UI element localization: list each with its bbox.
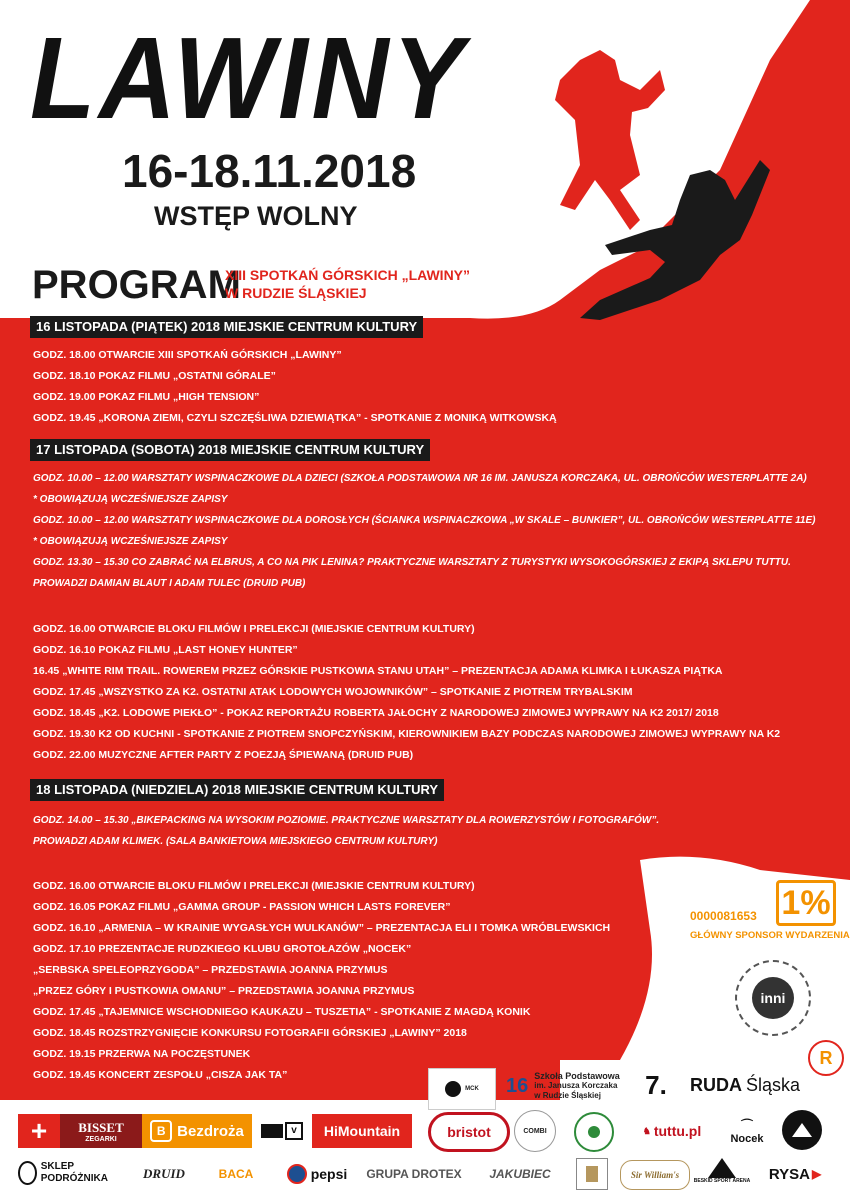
event-item: GODZ. 16.00 OTWARCIE BLOKU FILMÓW I PRELEKCJI (MIEJSKIE CENTRUM KULTURY) bbox=[33, 880, 475, 892]
event-item: GODZ. 18.45 „K2. LODOWE PIEKŁO” - POKAZ REPORTAŻU ROBERTA JAŁOCHY Z NARODOWEJ ZIMOWEJ WYPRAWY NA K2 2017/ 2018 bbox=[33, 707, 719, 719]
ruda-slaska-logo: RUDA Śląska bbox=[690, 1074, 801, 1095]
pepsi-logo: pepsi bbox=[282, 1160, 352, 1188]
pepsi-globe-icon bbox=[287, 1164, 307, 1184]
event-item: GODZ. 16.00 OTWARCIE BLOKU FILMÓW I PRELEKCJI (MIEJSKIE CENTRUM KULTURY) bbox=[33, 623, 475, 635]
event-item: „PRZEZ GÓRY I PUSTKOWIA OMANU” – PRZEDSTAWIA JOANNA PRZYMUS bbox=[33, 985, 415, 997]
nocek-logo: ⌒ Nocek bbox=[730, 1117, 764, 1145]
eye-icon bbox=[445, 1081, 461, 1097]
event-item: PROWADZI ADAM KLIMEK. (SALA BANKIETOWA MIEJSKIEGO CENTRUM KULTURY) bbox=[33, 836, 438, 847]
grupa-drotex-logo: GRUPA DROTEX bbox=[366, 1167, 462, 1181]
program-subtitle: XIII SPOTKAŃ GÓRSKICH „LAWINY” W RUDZIE ŚLĄSKIEJ bbox=[225, 267, 471, 301]
seven-logo: 7. bbox=[645, 1069, 667, 1100]
school-number: 16 bbox=[506, 1074, 529, 1097]
day-header-saturday: 17 LISTOPADA (SOBOTA) 2018 MIEJSKIE CENTRUM KULTURY bbox=[30, 439, 430, 461]
combi-logo: COMBI bbox=[514, 1110, 556, 1152]
mountain-icon bbox=[708, 1158, 736, 1178]
bar-icon bbox=[261, 1124, 283, 1138]
bristot-logo: bristot bbox=[428, 1112, 510, 1152]
r-icon: R bbox=[808, 1040, 844, 1076]
inni-association-logo bbox=[735, 960, 811, 1036]
event-item: GODZ. 19.00 POKAZ FILMU „HIGH TENSION” bbox=[33, 391, 260, 403]
mountain-club-logo bbox=[782, 1110, 822, 1150]
bezdroza-logo: B Bezdroża bbox=[142, 1114, 252, 1148]
event-note: * OBOWIĄZUJĄ WCZEŚNIEJSZE ZAPISY bbox=[33, 494, 228, 505]
beskid-sport-arena-logo: BESKID SPORT ARENA bbox=[692, 1150, 752, 1192]
crest-logo bbox=[576, 1158, 608, 1190]
event-item: GODZ. 17.45 „WSZYSTKO ZA K2. OSTATNI ATAK LODOWYCH WOJOWNIKÓW” – SPOTKANIE Z PIOTREM TRYBALSKIM bbox=[33, 686, 633, 698]
bisset-logo: BISSET ZEGARKI bbox=[60, 1114, 142, 1148]
one-percent-badge: 1% bbox=[776, 880, 836, 926]
main-sponsor-label: GŁÓWNY SPONSOR WYDARZENIA bbox=[690, 930, 850, 941]
event-item: GODZ. 16.05 POKAZ FILMU „GAMMA GROUP - PASSION WHICH LASTS FOREVER” bbox=[33, 901, 451, 913]
merrell-logo bbox=[252, 1114, 312, 1148]
event-dates: 16-18.11.2018 bbox=[122, 145, 417, 197]
event-item: GODZ. 19.45 KONCERT ZESPOŁU „CISZA JAK TA” bbox=[33, 1069, 288, 1081]
climber-silhouette-red bbox=[555, 50, 665, 230]
inni-logo-text: inni bbox=[752, 977, 794, 1019]
event-item: GODZ. 19.15 PRZERWA NA POCZĘSTUNEK bbox=[33, 1048, 251, 1060]
event-item: GODZ. 13.30 – 15.30 CO ZABRAĆ NA ELBRUS, A CO NA PIK LENINA? PRAKTYCZNE WARSZTATY Z TURYSTYKI WYSOKOGÓRSKIEJ Z EKIPĄ SKLEPU TUTTU. bbox=[33, 557, 791, 568]
chevron-down-icon: v bbox=[285, 1122, 303, 1140]
day-header-friday: 16 LISTOPADA (PIĄTEK) 2018 MIEJSKIE CENTRUM KULTURY bbox=[30, 316, 423, 338]
event-item: GODZ. 19.45 „KORONA ZIEMI, CZYLI SZCZĘŚLIWA DZIEWIĄTKA” - SPOTKANIE Z MONIKĄ WITKOWSKĄ bbox=[33, 412, 557, 424]
jakubiec-logo: JAKUBIEC bbox=[489, 1167, 551, 1181]
b-icon: B bbox=[150, 1120, 172, 1142]
krs-number: 0000081653 bbox=[690, 909, 757, 923]
mountain-icon bbox=[792, 1123, 812, 1137]
swiss-cross-icon: + bbox=[18, 1114, 60, 1148]
event-item: GODZ. 10.00 – 12.00 WARSZTATY WSPINACZKOWE DLA DOROSŁYCH (ŚCIANKA WSPINACZKOWA „W SKALE – BUNKIER”, UL. OBROŃCÓW WESTERPLATTE 11E) bbox=[33, 515, 816, 526]
event-item: GODZ. 14.00 – 15.30 „BIKEPACKING NA WYSOKIM POZIOMIE. PRAKTYCZNE WARSZTATY DLA ROWERZYSTÓW I FOTOGRAFÓW”. bbox=[33, 815, 660, 826]
event-note: * OBOWIĄZUJĄ WCZEŚNIEJSZE ZAPISY bbox=[33, 536, 228, 547]
event-item: GODZ. 16.10 „ARMENIA – W KRAINIE WYGASŁYCH WULKANÓW” – PREZENTACJA ELI I TOMKA WRÓBLEWSKICH bbox=[33, 922, 611, 934]
event-title: LAWINY bbox=[30, 13, 468, 143]
event-item: GODZ. 18.10 POKAZ FILMU „OSTATNI GÓRALE” bbox=[33, 370, 276, 382]
druid-pub-logo: DRUID bbox=[143, 1166, 185, 1181]
green-badge-logo bbox=[574, 1112, 614, 1152]
bat-icon: ⌒ bbox=[740, 1117, 753, 1132]
deer-icon: ♞ bbox=[642, 1125, 651, 1136]
event-item: GODZ. 18.45 ROZSTRZYGNIĘCIE KONKURSU FOTOGRAFII GÓRSKIEJ „LAWINY” 2018 bbox=[33, 1027, 467, 1039]
event-item: GODZ. 17.10 PREZENTACJE RUDZKIEGO KLUBU GROTOŁAZÓW „NOCEK” bbox=[33, 943, 412, 955]
tuttu-logo: ♞ tuttu.pl bbox=[642, 1123, 702, 1139]
free-entry-label: WSTĘP WOLNY bbox=[154, 201, 358, 231]
rysa-logo: RYSA ▶ bbox=[768, 1165, 822, 1183]
program-heading: PROGRAM bbox=[32, 263, 241, 307]
mck-logo: MCK bbox=[428, 1068, 496, 1110]
event-item: 16.45 „WHITE RIM TRAIL. ROWEREM PRZEZ GÓRSKIE PUSTKOWIA STANU UTAH” – PREZENTACJA ADAMA KLIMKA I ŁUKASZA PIĄTKA bbox=[33, 665, 723, 677]
event-item: GODZ. 10.00 – 12.00 WARSZTATY WSPINACZKOWE DLA DZIECI (SZKOŁA PODSTAWOWA NR 16 IM. JANUSZA KORCZAKA, UL. OBROŃCÓW WESTERPLATTE 2A) bbox=[33, 473, 807, 484]
school-logo: 16 Szkoła Podstawowa im. Janusza Korczaka w Rudzie Śląskiej bbox=[506, 1071, 620, 1100]
event-item: PROWADZI DAMIAN BLAUT I ADAM TULEC (DRUID PUB) bbox=[33, 578, 306, 589]
footprint-icon bbox=[18, 1161, 37, 1185]
event-item: GODZ. 18.00 OTWARCIE XIII SPOTKAŃ GÓRSKICH „LAWINY” bbox=[33, 349, 342, 361]
event-item: GODZ. 22.00 MUZYCZNE AFTER PARTY Z POEZJĄ ŚPIEWANĄ (DRUID PUB) bbox=[33, 749, 414, 761]
himountain-logo: HiMountain bbox=[312, 1114, 412, 1148]
sklep-podroznika-logo: SKLEP PODRÓŻNIKA bbox=[18, 1156, 108, 1190]
event-item: „SERBSKA SPELEOPRZYGODA” – PRZEDSTAWIA JOANNA PRZYMUS bbox=[33, 964, 388, 976]
event-item: GODZ. 17.45 „TAJEMNICE WSCHODNIEGO KAUKAZU – TUSZETIA” - SPOTKANIE Z MAGDĄ KONIK bbox=[33, 1006, 531, 1018]
sir-williams-logo: Sir William's bbox=[620, 1160, 690, 1190]
baca-logo: BACA bbox=[218, 1167, 254, 1181]
event-item: GODZ. 16.10 POKAZ FILMU „LAST HONEY HUNTER” bbox=[33, 644, 298, 656]
day-header-sunday: 18 LISTOPADA (NIEDZIELA) 2018 MIEJSKIE CENTRUM KULTURY bbox=[30, 779, 444, 801]
event-item: GODZ. 19.30 K2 OD KUCHNI - SPOTKANIE Z PIOTREM SNOPCZYŃSKIM, KIEROWNIKIEM BAZY PODCZAS NARODOWEJ ZIMOWEJ WYPRAWY NA K2 bbox=[33, 728, 781, 740]
play-icon: ▶ bbox=[811, 1167, 822, 1181]
